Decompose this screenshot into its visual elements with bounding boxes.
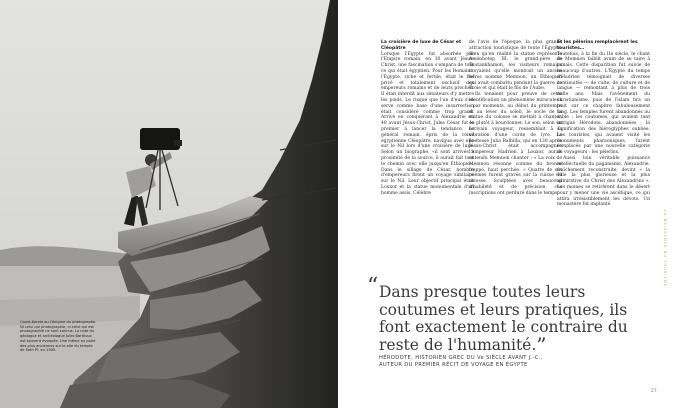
column-3-paragraph-1: Toutefois, à la fin du IIe siècle, le chant de Memnon faiblit avant de se taire à jamais. Cette disparition fut suivie de beaucoup d'autres. L'Égypte du temps d'Hadrien témoignait de diverses continuités — de culte, de culture et de langue — remontant à plus de trois mille ans. Mais l'avènement du christianisme, puis de l'islam tira un trait sur ce chapitre fabuleusement long. Les temples furent abandonnés au sable ; les coutumes, qui avaient tant intrigué Hérodote, abandonnées ; la signification des hiéroglyphes oubliée. Les touristes, qui avaient visité les monuments pharaoniques, furent remplacés par une nouvelle catégorie de voyageurs : les pèlerins. bbox=[557, 51, 650, 156]
article-column-3 bbox=[557, 40, 650, 208]
attribution-line-2: AUTEUR DU PREMIER RÉCIT DE VOYAGE EN ÉGYPTE bbox=[379, 362, 528, 369]
article-column-1 bbox=[381, 40, 474, 197]
pull-quote-text: Dans presque toutes leurs coutumes et leurs pratiques, ils font exactement le contraire du reste de l'humanité. bbox=[379, 283, 628, 354]
section-heading-pelerins: Et les pèlerins remplacèrent les touristes… bbox=[557, 40, 638, 51]
attribution-line-1: HÉRODOTE, HISTORIEN GREC DU Ve SIÈCLE AVANT J.-C., bbox=[379, 355, 543, 361]
column-3-paragraph-2: Aussi loin véritable puissance intellectuelle du paganisme, Alexandrie, fraîchement reconstruite, devint « la ville la plus glorieuse et la plus admirative du Christ des Alexandrins ». Les moines se retirèrent dans le désert pour y mener une vie ascétique, ce qui attira irrésistiblement les dévots. Un monastère fut implanté bbox=[557, 155, 650, 208]
column-2-paragraph-1: de l'avis de l'époque, la plus grande attraction touristique de toute l'Égypte. Bien qu'en réalité la statue représente Aménhotep III, le grand-père de Toutankhamon, les visiteurs romains croyaient qu'elle montrait un ancien héros nommé Memnon, un Éthiopien qui avait combattu pendant la guerre de Troie et qui était le fils de l'Aube. bbox=[469, 40, 562, 92]
pull-quote bbox=[367, 274, 635, 357]
open-quote-mark: “ bbox=[367, 274, 379, 299]
column-1-paragraph-1: Lorsque l'Égypte fut absorbée par l'Empire romain, en 30 avant Jésus-Christ, une fascination s'empara de tout ce qui était égyptien. Pour les Romains, l'Égypte, riche et fertile, était le fief privé et totalement exclusif des empereurs romains et de leurs proches. Il était interdit aux sénateurs d'y mettre les pieds. Le risque que l'un d'eux s'en serve comme base d'une insurrection était considéré comme trop grand. Arrivé en conquérant à Alexandrie en 48 avant Jésus-Christ, Jules César fut le premier à lancer la tendance. Le général romain, épris de la reine égyptienne Cléopâtre, navigua avec elle sur le Nil lors d'une croisière de luxe. Selon un biographe, «il sont arrivés à proximité de la source, il aurait fait tout le chemin avec elle jusqu'en Éthiopie». Dans le sillage de César, nombre d'empereurs firent un voyage similaire sur le Nil. Leur objectif principal était Louxor et la statue monumentale d'un homme assis. Célèbre bbox=[381, 51, 474, 196]
article-page bbox=[338, 0, 676, 408]
photo-caption: Ouest-Kerelo ou l'énigme du photographe. Ni celui qui photographie, ni celui qui est photographié ne sont connus. La note du géologue et archéologue Jules Barthoux est souvent évoquée. Une même au point des plus anciennes sur le site du temple de Seth Pl. en 1900. bbox=[20, 320, 97, 353]
quote-attribution bbox=[379, 355, 629, 370]
page-number: 27 bbox=[651, 389, 657, 394]
section-heading-cesar: La croisière de luxe de César et Cléopâtre bbox=[381, 40, 462, 51]
running-head: LA NAISSANCE DU TOURISME bbox=[663, 210, 667, 287]
article-column-2 bbox=[469, 40, 562, 197]
column-2-paragraph-2: Ils tenaient pour preuve de cette identification un phénomène miraculeux : par moments, au début du printemps et au lever du soleil, le socle de la statue du colosse se mettait à chanter, ou plutôt à bourdonner. Le son, selon un écrivain voyageur, ressemblait à la vibration d'une corde de lyre. La poétesse Julia Balbilla, qui en 130 après Jésus-Christ était accompagnée l'empereur Hadrien à Louxor, aurait entendu Memnon chanter : « La voix de Memnon résonne comme du bronze frappé, haut perchée. » Quatre de ses poèmes furent gravés sur la cuisse du colosse. Sculptées avec beaucoup d'habileté et de précision, ces inscriptions ont perduré dans le temps. bbox=[469, 92, 562, 196]
close-quote-mark: ” bbox=[536, 332, 547, 357]
